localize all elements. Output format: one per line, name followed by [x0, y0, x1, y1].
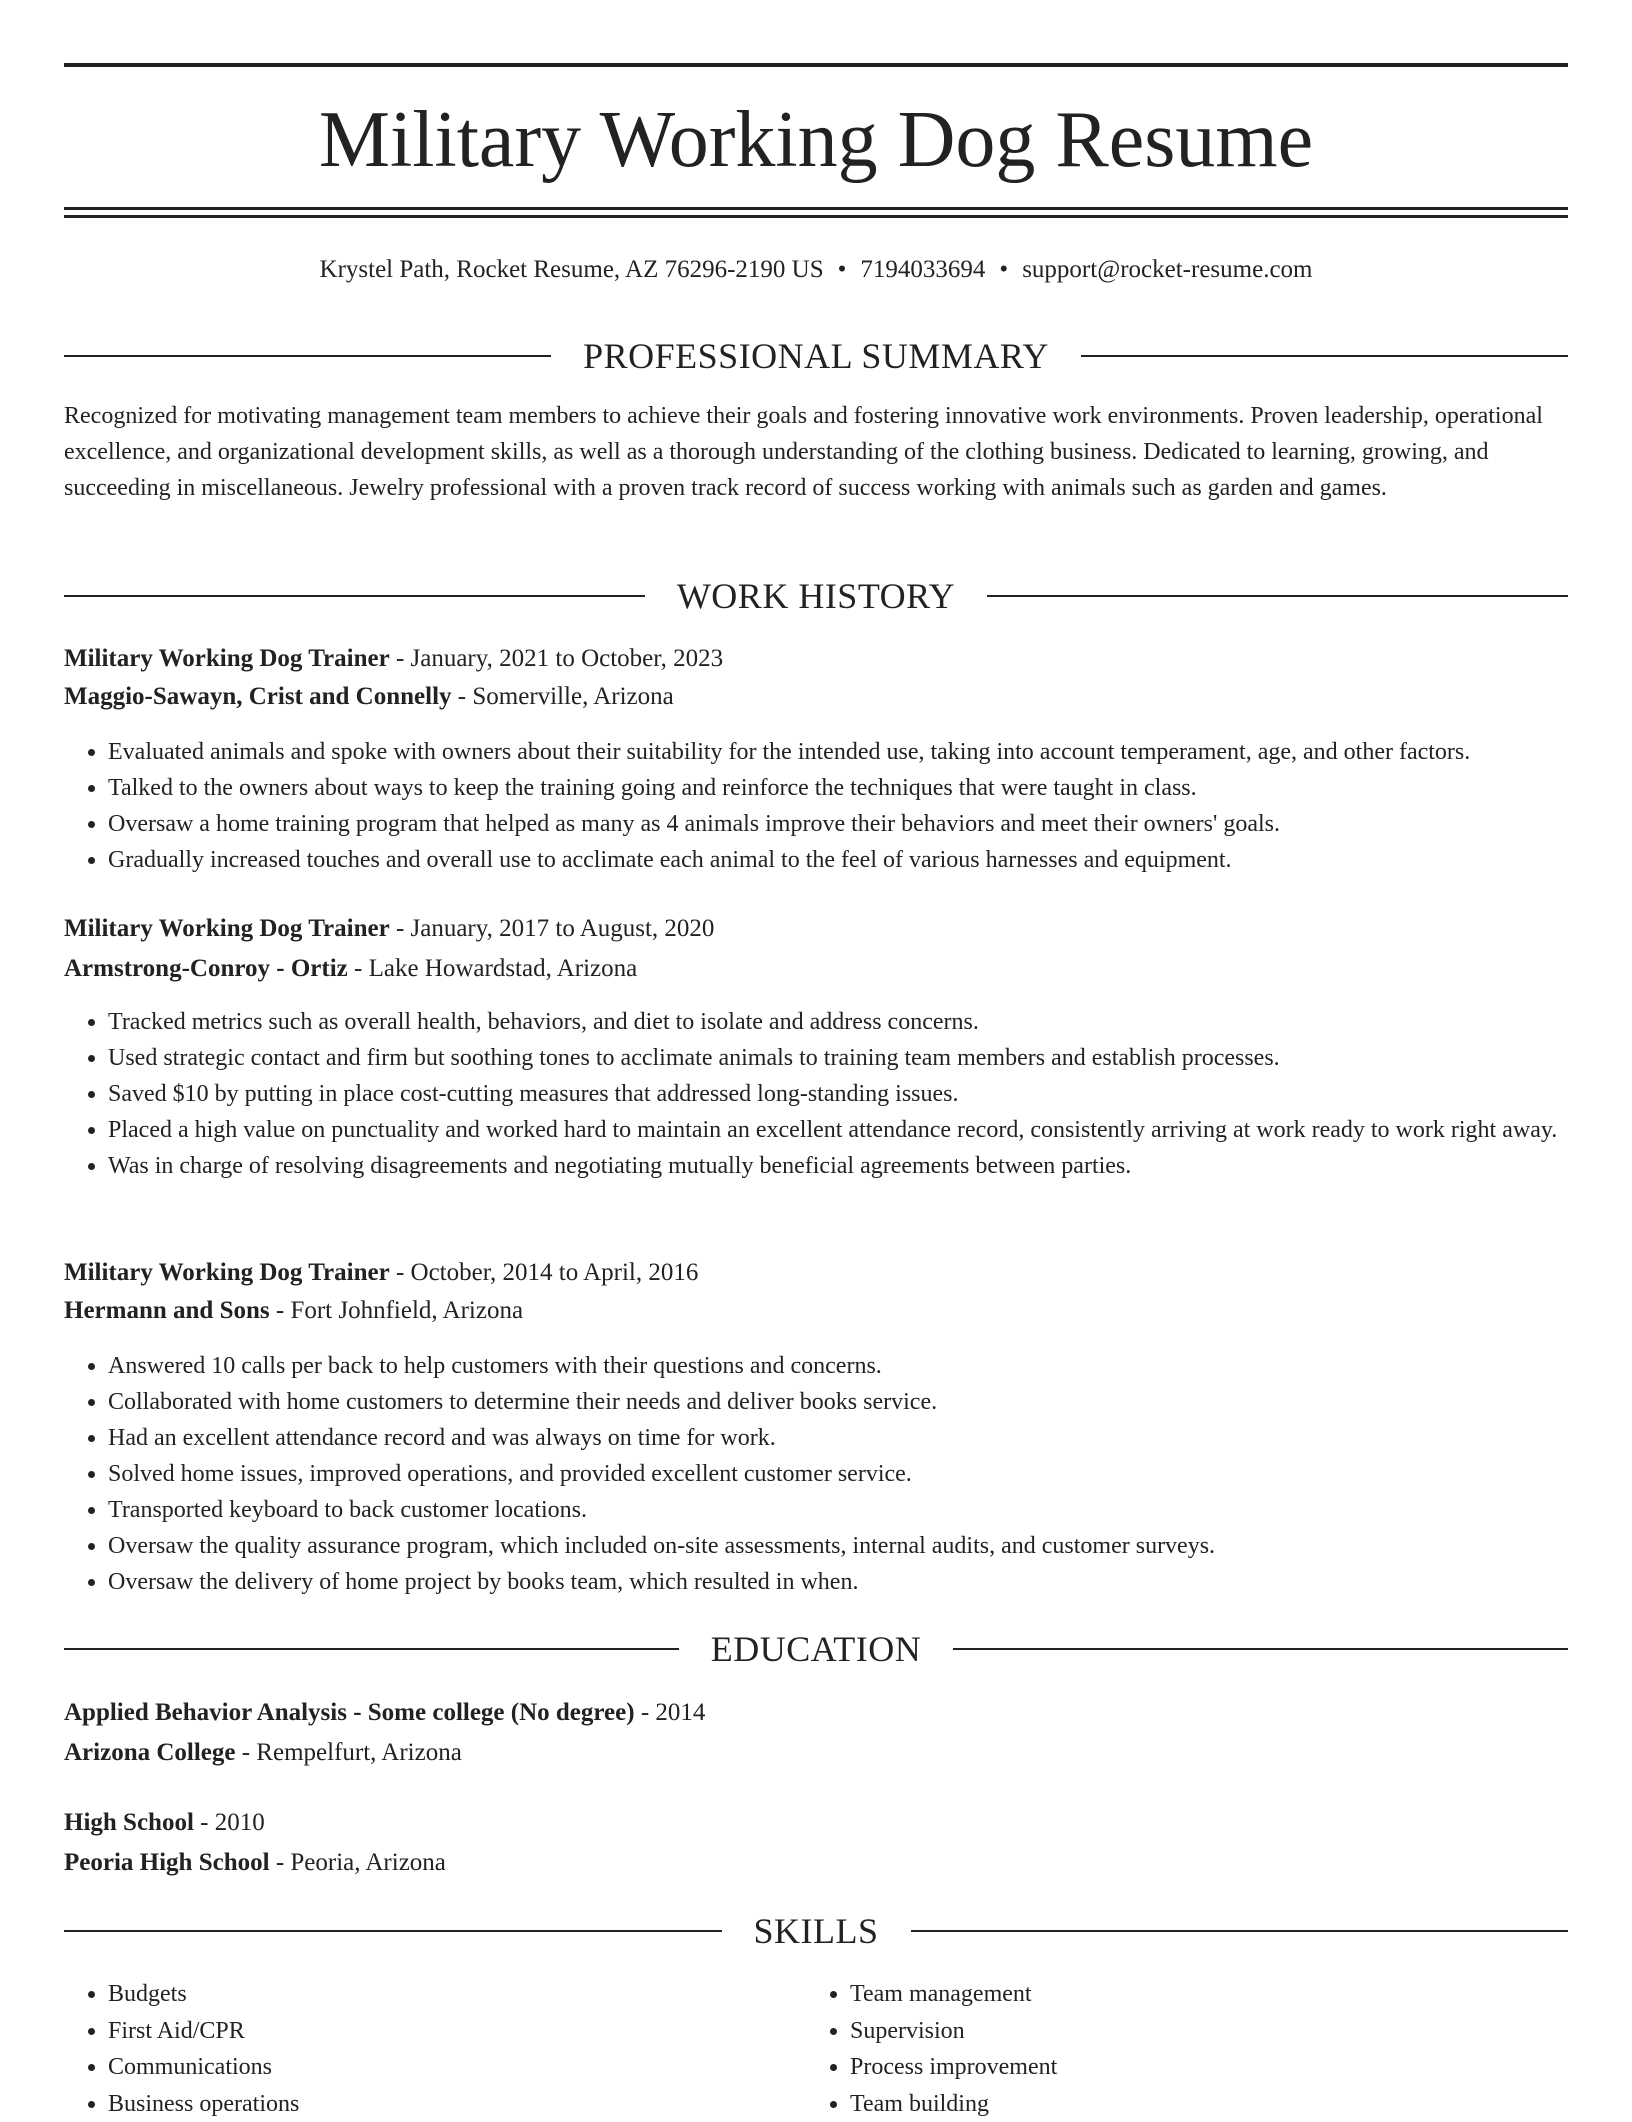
heading-rule: [1081, 355, 1568, 357]
heading-rule: [64, 1648, 679, 1650]
contact-phone: 7194033694: [860, 256, 985, 283]
contact-email: support@rocket-resume.com: [1022, 256, 1312, 283]
job-location: - Lake Howardstad, Arizona: [348, 955, 637, 982]
job-title: Military Working Dog Trainer: [64, 645, 390, 672]
list-item: • Collaborated with home customers to determine their needs and deliver books service.: [108, 1384, 1568, 1420]
list-item: • Solved home issues, improved operations, and provided excellent customer service.: [108, 1456, 1568, 1492]
skill-item: • Team management: [850, 1976, 1550, 2013]
job-bullets: [64, 1004, 1568, 1184]
job-title-line: [64, 1255, 1568, 1291]
list-item: • Oversaw the delivery of home project by books team, which resulted in when.: [108, 1564, 1568, 1600]
heading-rule: [64, 355, 551, 357]
job-company-line: [64, 679, 1568, 715]
list-item: • Tracked metrics such as overall health, behaviors, and diet to isolate and address concerns.: [108, 1004, 1568, 1040]
education-location: - Rempelfurt, Arizona: [235, 1739, 461, 1766]
education-degree: Applied Behavior Analysis - Some college (No degree): [64, 1699, 635, 1726]
education-school-line: [64, 1845, 1568, 1881]
job-company: Hermann and Sons: [64, 1297, 270, 1324]
education-year: - 2014: [635, 1699, 706, 1726]
section-heading-education: [64, 1627, 1568, 1671]
job-company-line: [64, 1293, 1568, 1329]
skills-list-left: [64, 1976, 808, 2122]
job-company-line: [64, 951, 1568, 987]
list-item: • Evaluated animals and spoke with owners about their suitability for the intended use, taking into account temperament, age, and other factors.: [108, 734, 1568, 770]
skill-item: • First Aid/CPR: [108, 2013, 808, 2050]
list-item: • Transported keyboard to back customer locations.: [108, 1492, 1568, 1528]
skill-item: • Communications: [108, 2049, 808, 2086]
skill-item: • Supervision: [850, 2013, 1550, 2050]
section-heading-label: SKILLS: [722, 1909, 911, 1953]
job-location: - Fort Johnfield, Arizona: [270, 1297, 523, 1324]
contact-address: Krystel Path, Rocket Resume, AZ 76296-2190 US: [320, 256, 824, 283]
contact-separator: •: [999, 256, 1008, 283]
top-rule: [64, 63, 1568, 67]
section-heading-work-history: [64, 574, 1568, 618]
education-location: - Peoria, Arizona: [270, 1849, 446, 1876]
section-heading-summary: [64, 334, 1568, 378]
job-location: - Somerville, Arizona: [452, 683, 674, 710]
resume-title: Military Working Dog Resume: [64, 92, 1568, 188]
list-item: • Oversaw a home training program that helped as many as 4 animals improve their behaviors and meet their owners' goals.: [108, 806, 1568, 842]
job-bullets: [64, 734, 1568, 878]
skills-list-right: [806, 1976, 1550, 2122]
section-heading-label: EDUCATION: [679, 1627, 953, 1671]
list-item: • Saved $10 by putting in place cost-cutting measures that addressed long-standing issues.: [108, 1076, 1568, 1112]
heading-rule: [64, 595, 645, 597]
title-double-rule: [64, 207, 1568, 218]
list-item: • Talked to the owners about ways to keep the training going and reinforce the techniques that were taught in class.: [108, 770, 1568, 806]
list-item: • Oversaw the quality assurance program, which included on-site assessments, internal audits, and customer surveys.: [108, 1528, 1568, 1564]
education-degree: High School: [64, 1809, 194, 1836]
job-bullets: [64, 1348, 1568, 1600]
section-heading-label: WORK HISTORY: [645, 574, 987, 618]
heading-rule: [953, 1648, 1568, 1650]
job-title-line: [64, 911, 1568, 947]
heading-rule: [911, 1930, 1569, 1932]
job-dates: - January, 2021 to October, 2023: [390, 645, 723, 672]
skill-item: • Team building: [850, 2086, 1550, 2122]
education-degree-line: [64, 1805, 1568, 1841]
job-title-line: [64, 641, 1568, 677]
education-year: - 2010: [194, 1809, 265, 1836]
list-item: • Gradually increased touches and overall use to acclimate each animal to the feel of various harnesses and equipment.: [108, 842, 1568, 878]
list-item: • Had an excellent attendance record and was always on time for work.: [108, 1420, 1568, 1456]
section-heading-skills: [64, 1909, 1568, 1953]
contact-separator: •: [838, 256, 847, 283]
job-company: Armstrong-Conroy - Ortiz: [64, 955, 348, 982]
section-heading-label: PROFESSIONAL SUMMARY: [551, 334, 1081, 378]
list-item: • Placed a high value on punctuality and worked hard to maintain an excellent attendance record, consistently arriving at work ready to work right away.: [108, 1112, 1568, 1148]
summary-text: Recognized for motivating management team members to achieve their goals and fostering innovative work environments. Proven leadership, operational excellence, and organizational development skills, as well as a thorough understanding of the clothing business. Dedicated to learning, growing, and succeeding in miscellaneous. Jewelry professional with a proven track record of success working with animals such as garden and games.: [64, 398, 1568, 506]
list-item: • Used strategic contact and firm but soothing tones to acclimate animals to training team members and establish processes.: [108, 1040, 1568, 1076]
education-school-line: [64, 1735, 1568, 1771]
list-item: • Was in charge of resolving disagreements and negotiating mutually beneficial agreements between parties.: [108, 1148, 1568, 1184]
contact-line: [64, 252, 1568, 288]
job-title: Military Working Dog Trainer: [64, 915, 390, 942]
heading-rule: [64, 1930, 722, 1932]
job-dates: - October, 2014 to April, 2016: [390, 1259, 699, 1286]
education-school: Arizona College: [64, 1739, 235, 1766]
list-item: • Answered 10 calls per back to help customers with their questions and concerns.: [108, 1348, 1568, 1384]
skill-item: • Business operations: [108, 2086, 808, 2122]
job-dates: - January, 2017 to August, 2020: [390, 915, 715, 942]
job-company: Maggio-Sawayn, Crist and Connelly: [64, 683, 452, 710]
education-degree-line: [64, 1695, 1568, 1731]
skill-item: • Process improvement: [850, 2049, 1550, 2086]
skill-item: • Budgets: [108, 1976, 808, 2013]
education-school: Peoria High School: [64, 1849, 270, 1876]
heading-rule: [987, 595, 1568, 597]
job-title: Military Working Dog Trainer: [64, 1259, 390, 1286]
